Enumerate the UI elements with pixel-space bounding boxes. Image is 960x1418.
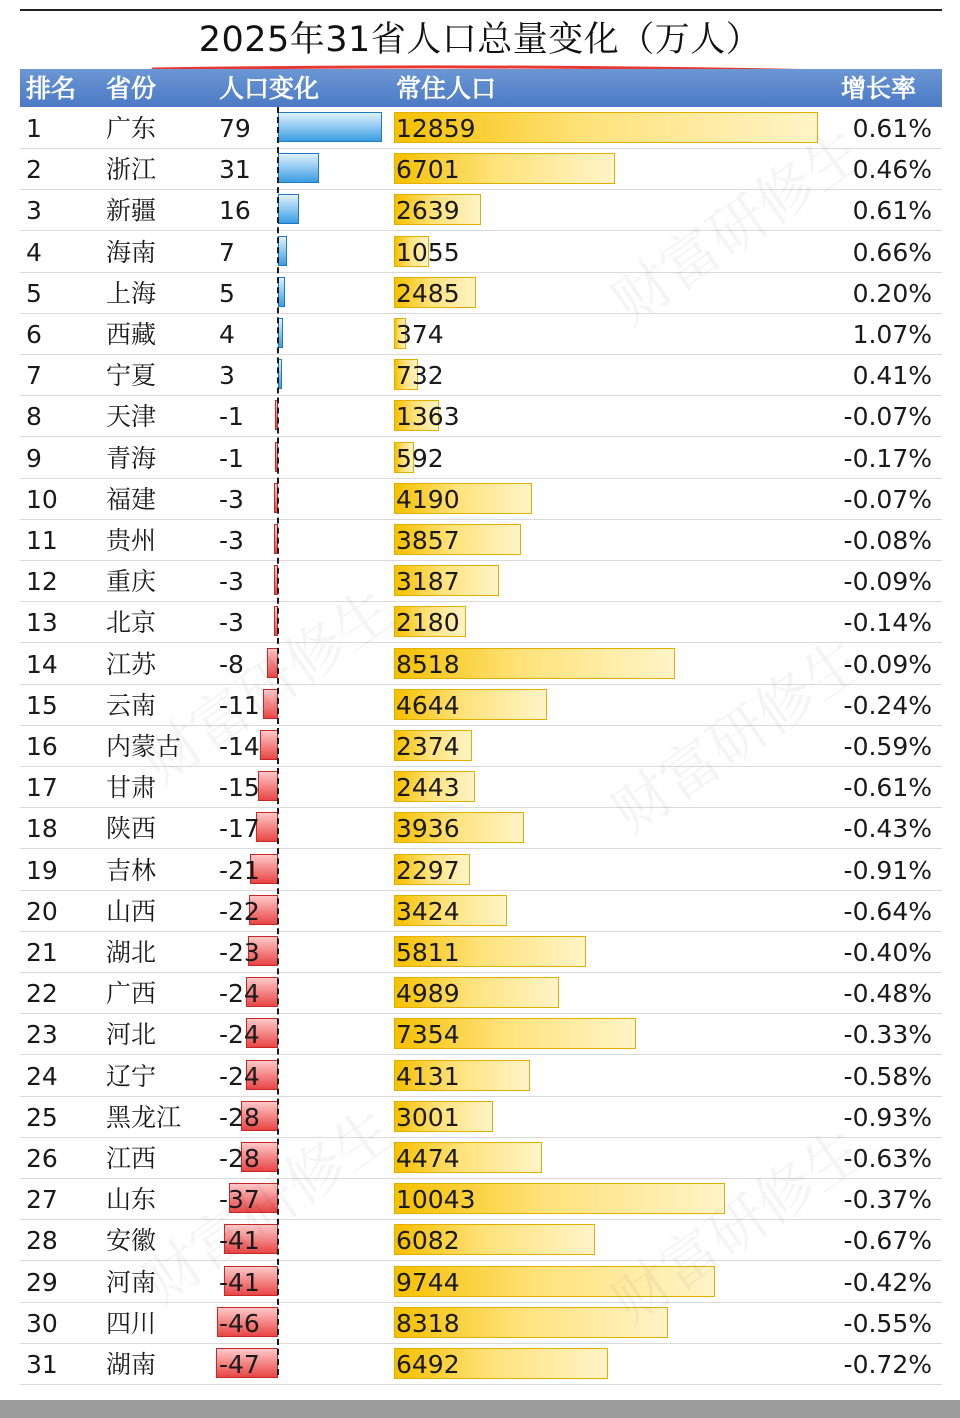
rank-cell: 31 (26, 1350, 58, 1379)
growth-rate-cell: -0.58% (843, 1061, 932, 1091)
population-value: 2180 (396, 608, 460, 638)
change-value: -23 (219, 938, 260, 967)
rank-cell: 26 (26, 1144, 58, 1173)
change-value: -3 (219, 484, 244, 514)
population-value: 1055 (396, 237, 460, 267)
growth-rate-cell: -0.48% (843, 979, 932, 1009)
rank-cell: 21 (26, 938, 58, 967)
change-value: 31 (219, 155, 251, 185)
population-value: 1363 (396, 402, 460, 432)
table-row (20, 395, 942, 437)
change-value: 79 (219, 114, 251, 143)
population-value: 12859 (396, 114, 476, 143)
table-row (20, 437, 942, 479)
table-row (20, 643, 942, 685)
rank-cell: 7 (26, 361, 42, 391)
province-cell: 江西 (106, 1144, 157, 1173)
province-cell: 湖北 (106, 938, 157, 967)
growth-rate-cell: -0.67% (843, 1226, 932, 1256)
header-change: 人口变化 (219, 74, 320, 103)
change-value: -3 (219, 526, 244, 555)
change-value: -22 (219, 896, 260, 926)
table-row (20, 189, 942, 231)
growth-rate-cell: -0.09% (843, 649, 932, 679)
province-cell: 河南 (106, 1267, 157, 1297)
header-province: 省份 (106, 74, 157, 103)
rank-cell: 9 (26, 443, 42, 473)
change-value: 5 (219, 278, 235, 308)
rank-cell: 8 (26, 402, 42, 432)
growth-rate-cell: -0.07% (843, 484, 932, 514)
table-row (20, 1302, 942, 1344)
population-value: 6082 (396, 1226, 460, 1256)
growth-rate-cell: -0.08% (843, 526, 932, 555)
change-value: -28 (219, 1144, 260, 1173)
population-value: 2485 (396, 278, 460, 308)
growth-rate-cell: -0.24% (843, 690, 932, 720)
province-cell: 福建 (106, 484, 157, 514)
population-value: 4989 (396, 979, 460, 1009)
table-row (20, 1096, 942, 1138)
province-cell: 吉林 (106, 855, 157, 885)
change-value: -47 (219, 1350, 260, 1379)
change-value: -1 (219, 443, 244, 473)
change-value: -37 (219, 1185, 260, 1215)
rank-cell: 23 (26, 1020, 58, 1050)
rank-cell: 24 (26, 1061, 58, 1091)
population-value: 8518 (396, 649, 460, 679)
rank-cell: 18 (26, 814, 58, 844)
change-value: -24 (219, 979, 260, 1009)
province-cell: 重庆 (106, 567, 157, 597)
change-value: 7 (219, 237, 235, 267)
growth-rate-cell: -0.63% (843, 1144, 932, 1173)
growth-rate-cell: -0.64% (843, 896, 932, 926)
population-value: 592 (396, 443, 444, 473)
rank-cell: 19 (26, 855, 58, 885)
table-row (20, 1013, 942, 1055)
province-cell: 广西 (106, 979, 157, 1009)
population-value: 3187 (396, 567, 460, 597)
population-value: 2297 (396, 855, 460, 885)
header-rank: 排名 (26, 74, 77, 103)
rank-cell: 25 (26, 1102, 58, 1132)
population-value: 3936 (396, 814, 460, 844)
population-value: 10043 (396, 1185, 476, 1215)
rank-cell: 27 (26, 1185, 58, 1215)
change-bar-negative (258, 771, 278, 801)
province-cell: 四川 (106, 1308, 157, 1338)
table-row (20, 725, 942, 767)
rank-cell: 29 (26, 1267, 58, 1297)
rank-cell: 28 (26, 1226, 58, 1256)
growth-rate-cell: 1.07% (852, 320, 932, 349)
population-value: 4190 (396, 484, 460, 514)
province-cell: 新疆 (106, 196, 157, 226)
province-cell: 山东 (106, 1185, 157, 1215)
growth-rate-cell: -0.14% (843, 608, 932, 638)
province-cell: 浙江 (106, 155, 157, 185)
table-row (20, 807, 942, 849)
rank-cell: 13 (26, 608, 58, 638)
table-row (20, 931, 942, 973)
change-value: -17 (219, 814, 260, 844)
change-bar-positive (278, 194, 299, 224)
rank-cell: 12 (26, 567, 58, 597)
province-cell: 海南 (106, 237, 157, 267)
growth-rate-cell: -0.42% (843, 1267, 932, 1297)
table-row (20, 1261, 942, 1303)
change-zero-axis (277, 107, 279, 1375)
change-value: -41 (219, 1267, 260, 1297)
table-row (20, 601, 942, 643)
change-value: 3 (219, 361, 235, 391)
table-row (20, 890, 942, 932)
bottom-bar (0, 1400, 960, 1418)
growth-rate-cell: -0.72% (843, 1350, 932, 1379)
change-value: -14 (219, 732, 260, 761)
change-value: -21 (219, 855, 260, 885)
province-cell: 云南 (106, 690, 157, 720)
growth-rate-cell: -0.17% (843, 443, 932, 473)
rank-cell: 6 (26, 320, 42, 349)
growth-rate-cell: -0.37% (843, 1185, 932, 1215)
rank-cell: 2 (26, 155, 42, 185)
table-row (20, 1137, 942, 1179)
province-cell: 湖南 (106, 1350, 157, 1379)
population-value: 9744 (396, 1267, 460, 1297)
change-bar-positive (278, 153, 319, 183)
table-row (20, 272, 942, 314)
table-header (20, 69, 942, 107)
header-population: 常住人口 (396, 74, 497, 103)
table-row (20, 1055, 942, 1097)
population-value: 6492 (396, 1350, 460, 1379)
table-row (20, 1219, 942, 1261)
population-value: 3857 (396, 526, 460, 555)
table-row (20, 972, 942, 1014)
growth-rate-cell: -0.61% (843, 773, 932, 803)
chart-title: 2025年31省人口总量变化（万人） (198, 20, 762, 60)
change-value: -24 (219, 1061, 260, 1091)
growth-rate-cell: -0.07% (843, 402, 932, 432)
population-value: 5811 (396, 938, 460, 967)
rank-cell: 30 (26, 1308, 58, 1338)
population-value: 2374 (396, 732, 460, 761)
table-row (20, 354, 942, 396)
growth-rate-cell: 0.66% (852, 237, 932, 267)
change-value: -15 (219, 773, 260, 803)
top-rule (20, 9, 942, 11)
growth-rate-cell: -0.59% (843, 732, 932, 761)
population-value: 3001 (396, 1102, 460, 1132)
province-cell: 上海 (106, 278, 157, 308)
growth-rate-cell: -0.55% (843, 1308, 932, 1338)
province-cell: 内蒙古 (106, 732, 182, 761)
rank-cell: 14 (26, 649, 58, 679)
province-cell: 陕西 (106, 814, 157, 844)
growth-rate-cell: 0.61% (852, 196, 932, 226)
population-value: 3424 (396, 896, 460, 926)
province-cell: 山西 (106, 896, 157, 926)
change-value: -24 (219, 1020, 260, 1050)
growth-rate-cell: -0.43% (843, 814, 932, 844)
change-bar-positive (278, 236, 287, 266)
population-value: 4474 (396, 1144, 460, 1173)
province-cell: 安徽 (106, 1226, 157, 1256)
change-value: -46 (219, 1308, 260, 1338)
change-value: -8 (219, 649, 244, 679)
population-value: 2639 (396, 196, 460, 226)
population-value: 732 (396, 361, 444, 391)
rank-cell: 11 (26, 526, 58, 555)
rank-cell: 15 (26, 690, 58, 720)
province-cell: 天津 (106, 402, 157, 432)
table-row (20, 766, 942, 808)
change-value: -1 (219, 402, 244, 432)
rank-cell: 5 (26, 278, 42, 308)
rank-cell: 10 (26, 484, 58, 514)
province-cell: 北京 (106, 608, 157, 638)
change-value: -11 (219, 690, 260, 720)
change-value: 4 (219, 320, 235, 349)
rank-cell: 3 (26, 196, 42, 226)
population-value: 8318 (396, 1308, 460, 1338)
table-row (20, 1343, 942, 1385)
growth-rate-cell: 0.61% (852, 114, 932, 143)
province-cell: 江苏 (106, 649, 157, 679)
population-value: 4644 (396, 690, 460, 720)
province-cell: 贵州 (106, 526, 157, 555)
population-value: 374 (396, 320, 444, 349)
change-value: -3 (219, 608, 244, 638)
change-bar-positive (278, 112, 382, 142)
table-row (20, 849, 942, 891)
rank-cell: 17 (26, 773, 58, 803)
rank-cell: 1 (26, 114, 42, 143)
growth-rate-cell: -0.09% (843, 567, 932, 597)
province-cell: 青海 (106, 443, 157, 473)
population-value: 7354 (396, 1020, 460, 1050)
rank-cell: 20 (26, 896, 58, 926)
province-cell: 西藏 (106, 320, 157, 349)
table-row (20, 1178, 942, 1220)
growth-rate-cell: -0.33% (843, 1020, 932, 1050)
province-cell: 甘肃 (106, 773, 157, 803)
table-row (20, 519, 942, 561)
growth-rate-cell: -0.91% (843, 855, 932, 885)
table-row (20, 560, 942, 602)
table-row (20, 231, 942, 273)
rank-cell: 22 (26, 979, 58, 1009)
rank-cell: 16 (26, 732, 58, 761)
table-row (20, 148, 942, 190)
table-row (20, 313, 942, 355)
change-bar-negative (260, 730, 278, 760)
province-cell: 辽宁 (106, 1061, 157, 1091)
population-value: 6701 (396, 155, 460, 185)
province-cell: 宁夏 (106, 361, 157, 391)
growth-rate-cell: 0.41% (852, 361, 932, 391)
growth-rate-cell: 0.20% (852, 278, 932, 308)
table-row (20, 478, 942, 520)
change-value: -41 (219, 1226, 260, 1256)
growth-rate-cell: 0.46% (852, 155, 932, 185)
population-value: 2443 (396, 773, 460, 803)
change-value: -3 (219, 567, 244, 597)
population-value: 4131 (396, 1061, 460, 1091)
change-value: -28 (219, 1102, 260, 1132)
table-row (20, 684, 942, 726)
table-row (20, 107, 942, 149)
province-cell: 河北 (106, 1020, 157, 1050)
growth-rate-cell: -0.93% (843, 1102, 932, 1132)
change-value: 16 (219, 196, 251, 226)
rank-cell: 4 (26, 237, 42, 267)
header-rate: 增长率 (840, 74, 916, 103)
change-bar-negative (263, 689, 278, 719)
growth-rate-cell: -0.40% (843, 938, 932, 967)
province-cell: 黑龙江 (106, 1102, 182, 1132)
province-cell: 广东 (106, 114, 157, 143)
